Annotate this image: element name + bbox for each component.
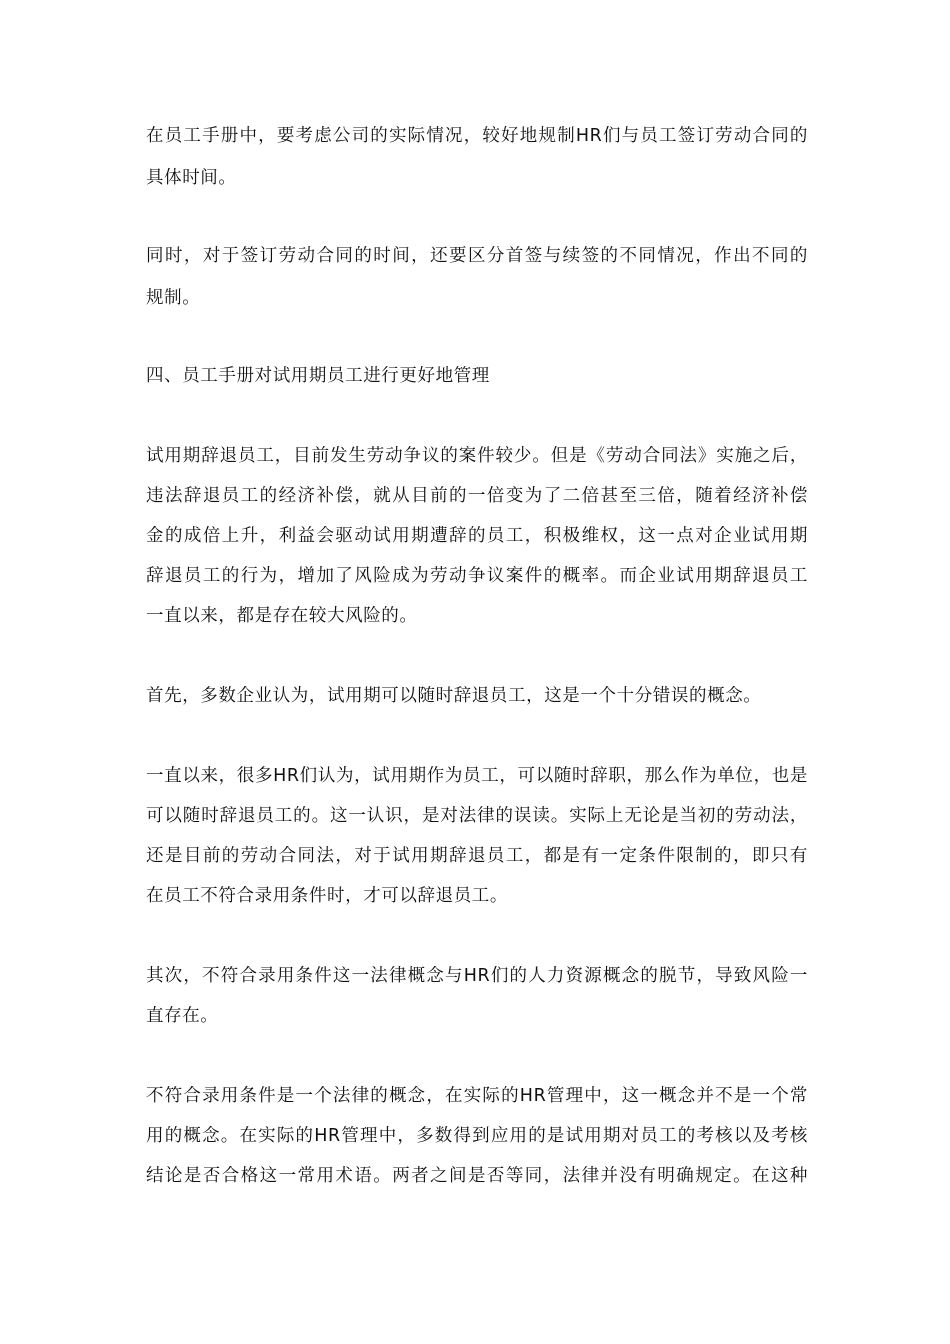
paragraph-1-line-2: 具体时间。 [146, 168, 237, 188]
paragraph-8-line-2: 用的概念。在实际的HR管理中，多数得到应用的是试用期对员工的考核以及考核 [146, 1126, 808, 1146]
paragraph-4-line-3: 金的成倍上升，利益会驱动试用期遭辞的员工，积极维权，这一点对企业试用期 [146, 526, 808, 546]
paragraph-7-line-1: 其次，不符合录用条件这一法律概念与HR们的人力资源概念的脱节，导致风险一 [146, 966, 808, 986]
paragraph-1-line-1: 在员工手册中，要考虑公司的实际情况，较好地规制HR们与员工签订劳动合同的 [146, 126, 808, 146]
paragraph-7-line-2: 直存在。 [146, 1006, 219, 1026]
paragraph-5-line-1: 首先，多数企业认为，试用期可以随时辞退员工，这是一个十分错误的概念。 [146, 686, 762, 706]
paragraph-6-line-3: 还是目前的劳动合同法，对于试用期辞退员工，都是有一定条件限制的，即只有 [146, 846, 808, 866]
paragraph-2-line-1: 同时，对于签订劳动合同的时间，还要区分首签与续签的不同情况，作出不同的 [146, 246, 808, 266]
section-heading: 四、员工手册对试用期员工进行更好地管理 [146, 366, 490, 386]
paragraph-4-line-2: 违法辞退员工的经济补偿，就从目前的一倍变为了二倍甚至三倍，随着经济补偿 [146, 486, 808, 506]
paragraph-8-line-1: 不符合录用条件是一个法律的概念，在实际的HR管理中，这一概念并不是一个常 [146, 1086, 808, 1106]
paragraph-4-line-5: 一直以来，都是存在较大风险的。 [146, 606, 418, 626]
paragraph-4-line-4: 辞退员工的行为，增加了风险成为劳动争议案件的概率。而企业试用期辞退员工 [146, 566, 808, 586]
paragraph-4-line-1: 试用期辞退员工，目前发生劳动争议的案件较少。但是《劳动合同法》实施之后， [146, 446, 808, 466]
paragraph-6-line-4: 在员工不符合录用条件时，才可以辞退员工。 [146, 886, 508, 906]
paragraph-6-line-1: 一直以来，很多HR们认为，试用期作为员工，可以随时辞职，那么作为单位，也是 [146, 766, 808, 786]
paragraph-6-line-2: 可以随时辞退员工的。这一认识，是对法律的误读。实际上无论是当初的劳动法， [146, 806, 808, 826]
paragraph-8-line-3: 结论是否合格这一常用术语。两者之间是否等同，法律并没有明确规定。在这种 [146, 1166, 808, 1186]
paragraph-2-line-2: 规制。 [146, 288, 201, 308]
